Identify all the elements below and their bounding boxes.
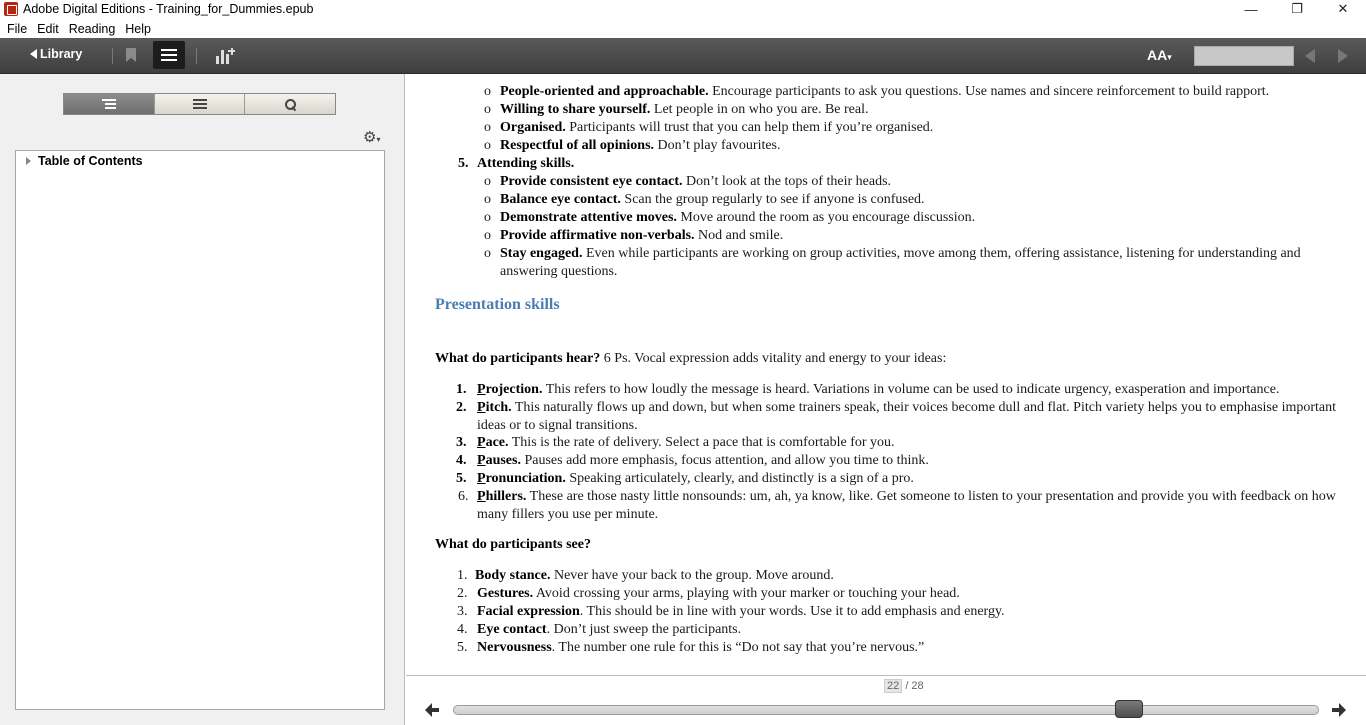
list-item: Pauses. Pauses add more emphasis, focus attention, and allow you time to think. xyxy=(477,453,929,468)
list-item: o Respectful of all opinions. Don’t play favourites. xyxy=(484,138,781,153)
list-number: 2. xyxy=(457,586,468,601)
page-slider-track[interactable] xyxy=(453,705,1319,715)
toolbar-divider xyxy=(196,48,197,64)
bookmark-icon[interactable] xyxy=(126,48,136,62)
list-item: o People-oriented and approachable. Encourage participants to ask you questions. Use names and sincere reinforcement to build rapport. xyxy=(484,84,1270,99)
list-item: Phillers. These are those nasty little nonsounds: um, ah, ya know, like. Get someone to listen to your presentation and provide you with feedback on how many fillers you use per minute. xyxy=(477,489,1336,522)
next-page-icon[interactable] xyxy=(1331,702,1347,718)
bookmark-list-icon xyxy=(193,99,207,109)
library-button[interactable] xyxy=(30,47,82,61)
toolbar xyxy=(0,38,1366,74)
list-number: 3. xyxy=(456,435,467,450)
list-number: 4. xyxy=(457,622,468,637)
book-page xyxy=(406,74,1366,675)
sidebar xyxy=(0,74,405,725)
gear-icon[interactable]: ⚙▾ xyxy=(363,129,381,146)
search-icon xyxy=(285,99,296,110)
list-item: o Stay engaged. Even while participants are working on group activities, move among them, offering assistance, listening for understanding and answering questions. xyxy=(484,246,1301,279)
list-number: 4. xyxy=(456,453,467,468)
list-item: o Demonstrate attentive moves. Move around the room as you encourage discussion. xyxy=(484,210,976,225)
menu-edit[interactable]: Edit xyxy=(37,22,59,36)
menu-reading[interactable]: Reading xyxy=(68,22,116,36)
previous-page-icon[interactable] xyxy=(424,702,440,718)
list-item: o Provide affirmative non-verbals. Nod and smile. xyxy=(484,228,784,243)
menu-bar xyxy=(0,20,1366,38)
list-item: Gestures. Avoid crossing your arms, playing with your marker or touching your head. xyxy=(477,586,960,601)
title-bar xyxy=(0,0,1366,18)
close-button[interactable]: ✕ xyxy=(1337,1,1349,16)
toc-tree xyxy=(15,150,385,710)
list-item: Projection. This refers to how loudly the message is heard. Variations in volume can be used to indicate urgency, exasperation and importance. xyxy=(477,382,1280,397)
list-item: o Organised. Participants will trust that you can help them if you’re organised. xyxy=(484,120,934,135)
list-item: o Balance eye contact. Scan the group regularly to see if anyone is confused. xyxy=(484,192,925,207)
toc-root-item[interactable] xyxy=(26,154,143,168)
sidebar-view-tabs xyxy=(63,93,336,115)
maximize-button[interactable]: ❐ xyxy=(1291,1,1303,16)
tab-table-of-contents[interactable] xyxy=(64,94,155,114)
expand-triangle-icon[interactable] xyxy=(26,157,31,165)
list-heading: Attending skills. xyxy=(477,156,575,171)
search-input[interactable] xyxy=(1194,46,1294,66)
paragraph: What do participants hear? 6 Ps. Vocal expression adds vitality and energy to your ideas: xyxy=(435,351,947,366)
list-number: 2. xyxy=(456,400,467,415)
list-number: 1. xyxy=(456,382,467,397)
list-icon xyxy=(161,49,177,61)
list-number: 5. xyxy=(457,640,468,655)
app-icon xyxy=(4,2,18,16)
list-item: Body stance. Never have your back to the group. Move around. xyxy=(475,568,834,583)
current-page-field[interactable]: 22 xyxy=(884,679,902,693)
font-size-label: AA xyxy=(1147,47,1168,63)
previous-result-icon[interactable] xyxy=(1305,49,1315,63)
list-number: 6. xyxy=(458,489,469,504)
section-heading: Presentation skills xyxy=(435,296,560,313)
minimize-button[interactable]: — xyxy=(1244,1,1258,17)
page-navigation xyxy=(406,675,1366,725)
tab-search[interactable] xyxy=(245,94,335,114)
list-item: Eye contact. Don’t just sweep the participants. xyxy=(477,622,742,637)
toc-icon xyxy=(102,99,116,109)
chart-add-icon[interactable] xyxy=(216,48,234,64)
paragraph-heading: What do participants see? xyxy=(435,537,591,552)
library-label: Library xyxy=(40,47,83,61)
back-arrow-icon xyxy=(30,49,37,59)
list-item: Pronunciation. Speaking articulately, clearly, and distinctly is a sign of a pro. xyxy=(477,471,914,486)
next-result-icon[interactable] xyxy=(1338,49,1348,63)
toc-toggle-button[interactable] xyxy=(153,41,185,69)
tab-bookmarks[interactable] xyxy=(155,94,246,114)
list-item: o Willing to share yourself. Let people in on who you are. Be real. xyxy=(484,102,869,117)
total-pages: / 28 xyxy=(905,680,924,692)
toc-label: Table of Contents xyxy=(38,154,143,168)
menu-help[interactable]: Help xyxy=(125,22,151,36)
font-size-button[interactable]: AA▾ xyxy=(1147,47,1172,63)
list-item: Nervousness. The number one rule for this is “Do not say that you’re nervous.” xyxy=(477,640,925,655)
menu-file[interactable]: File xyxy=(7,22,28,36)
list-item: Pitch. This naturally flows up and down, but when some trainers speak, their voices become dull and flat. Pitch variety helps you to emphasise important ideas or to signal transitions. xyxy=(477,400,1337,433)
list-number: 1. xyxy=(457,568,468,583)
list-number: 5. xyxy=(456,471,467,486)
list-number: 5. xyxy=(458,156,469,171)
page-indicator xyxy=(884,680,924,692)
toolbar-divider xyxy=(112,48,113,64)
window-title: Adobe Digital Editions - Training_for_Dummies.epub xyxy=(23,2,314,16)
list-item: o Provide consistent eye contact. Don’t look at the tops of their heads. xyxy=(484,174,892,189)
list-item: Facial expression. This should be in line with your words. Use it to add emphasis and energy. xyxy=(477,604,1005,619)
list-number: 3. xyxy=(457,604,468,619)
page-slider-thumb[interactable] xyxy=(1115,700,1143,718)
list-item: Pace. This is the rate of delivery. Select a pace that is comfortable for you. xyxy=(477,435,895,450)
